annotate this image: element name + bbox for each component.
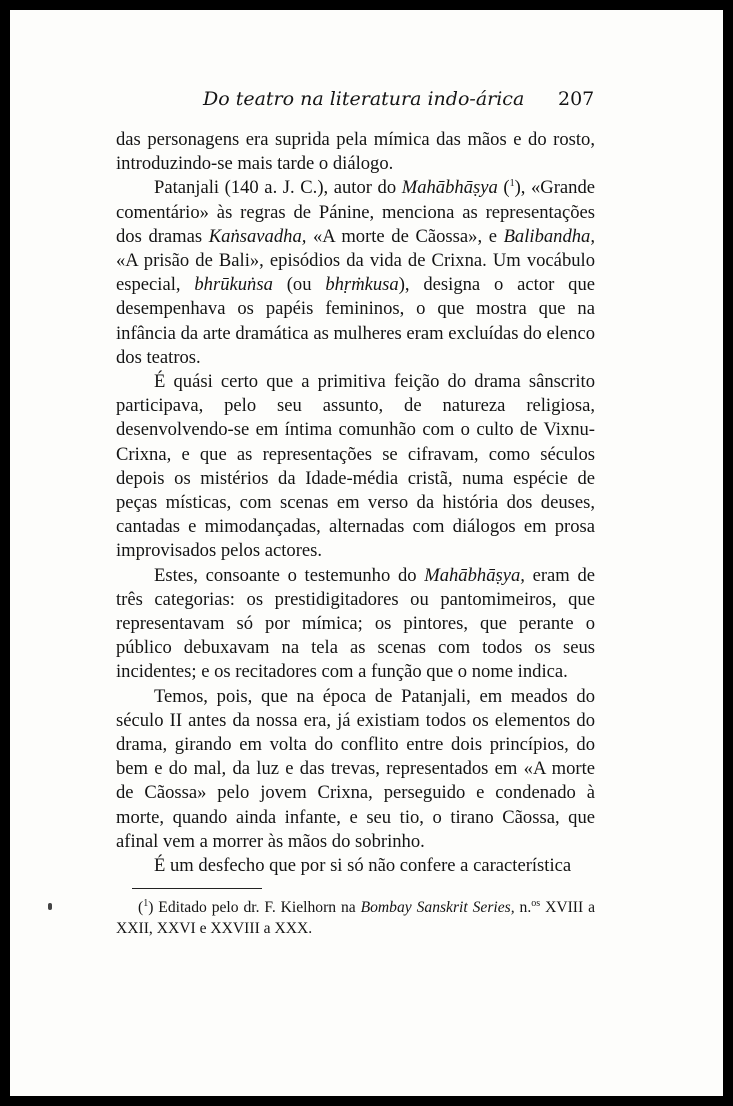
italic-term: Bombay Sanskrit Series, (360, 899, 515, 916)
body-text (116, 128, 595, 878)
paragraph (116, 854, 595, 878)
superscript: 1 (509, 178, 515, 190)
text-run: É quási certo que a primitiva feição do drama sânscrito participava, pelo seu assunto, de natureza religiosa, desenvolvendo-se em íntima comunhão com o culto de Vixnu-Crixna, e que as representações se cifravam, como séculos depois os mistérios da Idade-média cristã, numa espécie de peças místicas, com scenas em verso da história dos deuses, cantadas e mimodançadas, alternadas com diálogos em prosa improvisados pelos actores. (116, 371, 595, 562)
italic-term: bhṛṁkusa (325, 274, 399, 296)
text-run: Temos, pois, que na época de Patanjali, em meados do século II antes da nossa era, já existiam todos os elementos do drama, girando em volta do conflito entre dois princípios, do bem e do mal, da luz e das trevas, representados em «A morte de Cãossa» pelo jovem Crixna, perseguido e condenado à morte, quando ainda infante, e seu tio, o tirano Cãossa, que afinal vem a morrer às mãos do sobrinho. (116, 685, 595, 852)
text-run: «A prisão de Bali», episódios da vida de Crixna. Um vocábulo especial, (116, 250, 595, 296)
text-run: «A morte de Cãossa», e (306, 225, 504, 247)
text-run: ) Editado pelo dr. F. Kielhorn na (148, 899, 361, 916)
text-run: Estes, consoante o testemunho do (154, 564, 425, 586)
italic-term: Balibandha, (503, 225, 595, 247)
footnote-text (116, 897, 595, 939)
text-run: Patanjali (140 a. J. C.), autor do (154, 177, 402, 199)
footnote-separator (132, 888, 262, 889)
paragraph (116, 370, 595, 564)
running-title: Do teatro na literatura indo-árica (203, 88, 525, 110)
italic-term: Kaṅsavadha, (208, 225, 307, 247)
paragraph (116, 128, 595, 176)
text-run: ( (497, 177, 510, 199)
page-header (10, 88, 723, 112)
text-run: É um desfecho que por si só não confere a característica (154, 855, 572, 877)
text-run: eram de três categorias: os prestidigitadores ou pantomimeiros, que representavam só por mímica; os pintores, que perante o público debuxavam na tela as scenas com todos os seus incidentes; e os recitadores com a função que o nome indica. (116, 564, 595, 683)
text-run: ), designa o actor que desempenhava os papéis femininos, o que mostra que na infância da arte dramática as mulheres eram excluídas do elenco dos teatros. (116, 274, 595, 368)
paragraph (116, 564, 595, 685)
superscript: os (531, 897, 541, 909)
text-run: (ou (272, 274, 326, 296)
paragraph (116, 176, 595, 370)
superscript: 1 (143, 897, 149, 909)
text-run: n. (514, 899, 532, 916)
italic-term: Mahābhāṣya, (424, 564, 525, 586)
paragraph (116, 685, 595, 854)
footnote (116, 897, 595, 939)
page-number: 207 (558, 88, 595, 110)
italic-term: bhrūkuṅsa (194, 274, 273, 296)
text-run: ), «Grande comentário» às regras de Pánine, menciona as representações dos dramas (116, 177, 596, 247)
text-run: ( (138, 899, 144, 916)
book-page (10, 10, 723, 1096)
text-run: das personagens era suprida pela mímica das mãos e do rosto, introduzindo-se mais tarde o diálogo. (116, 129, 595, 175)
text-run: XVIII a XXII, XXVI e XXVIII a XXX. (116, 899, 595, 937)
margin-ink-mark (48, 903, 52, 910)
italic-term: Mahābhāṣya (401, 177, 498, 199)
